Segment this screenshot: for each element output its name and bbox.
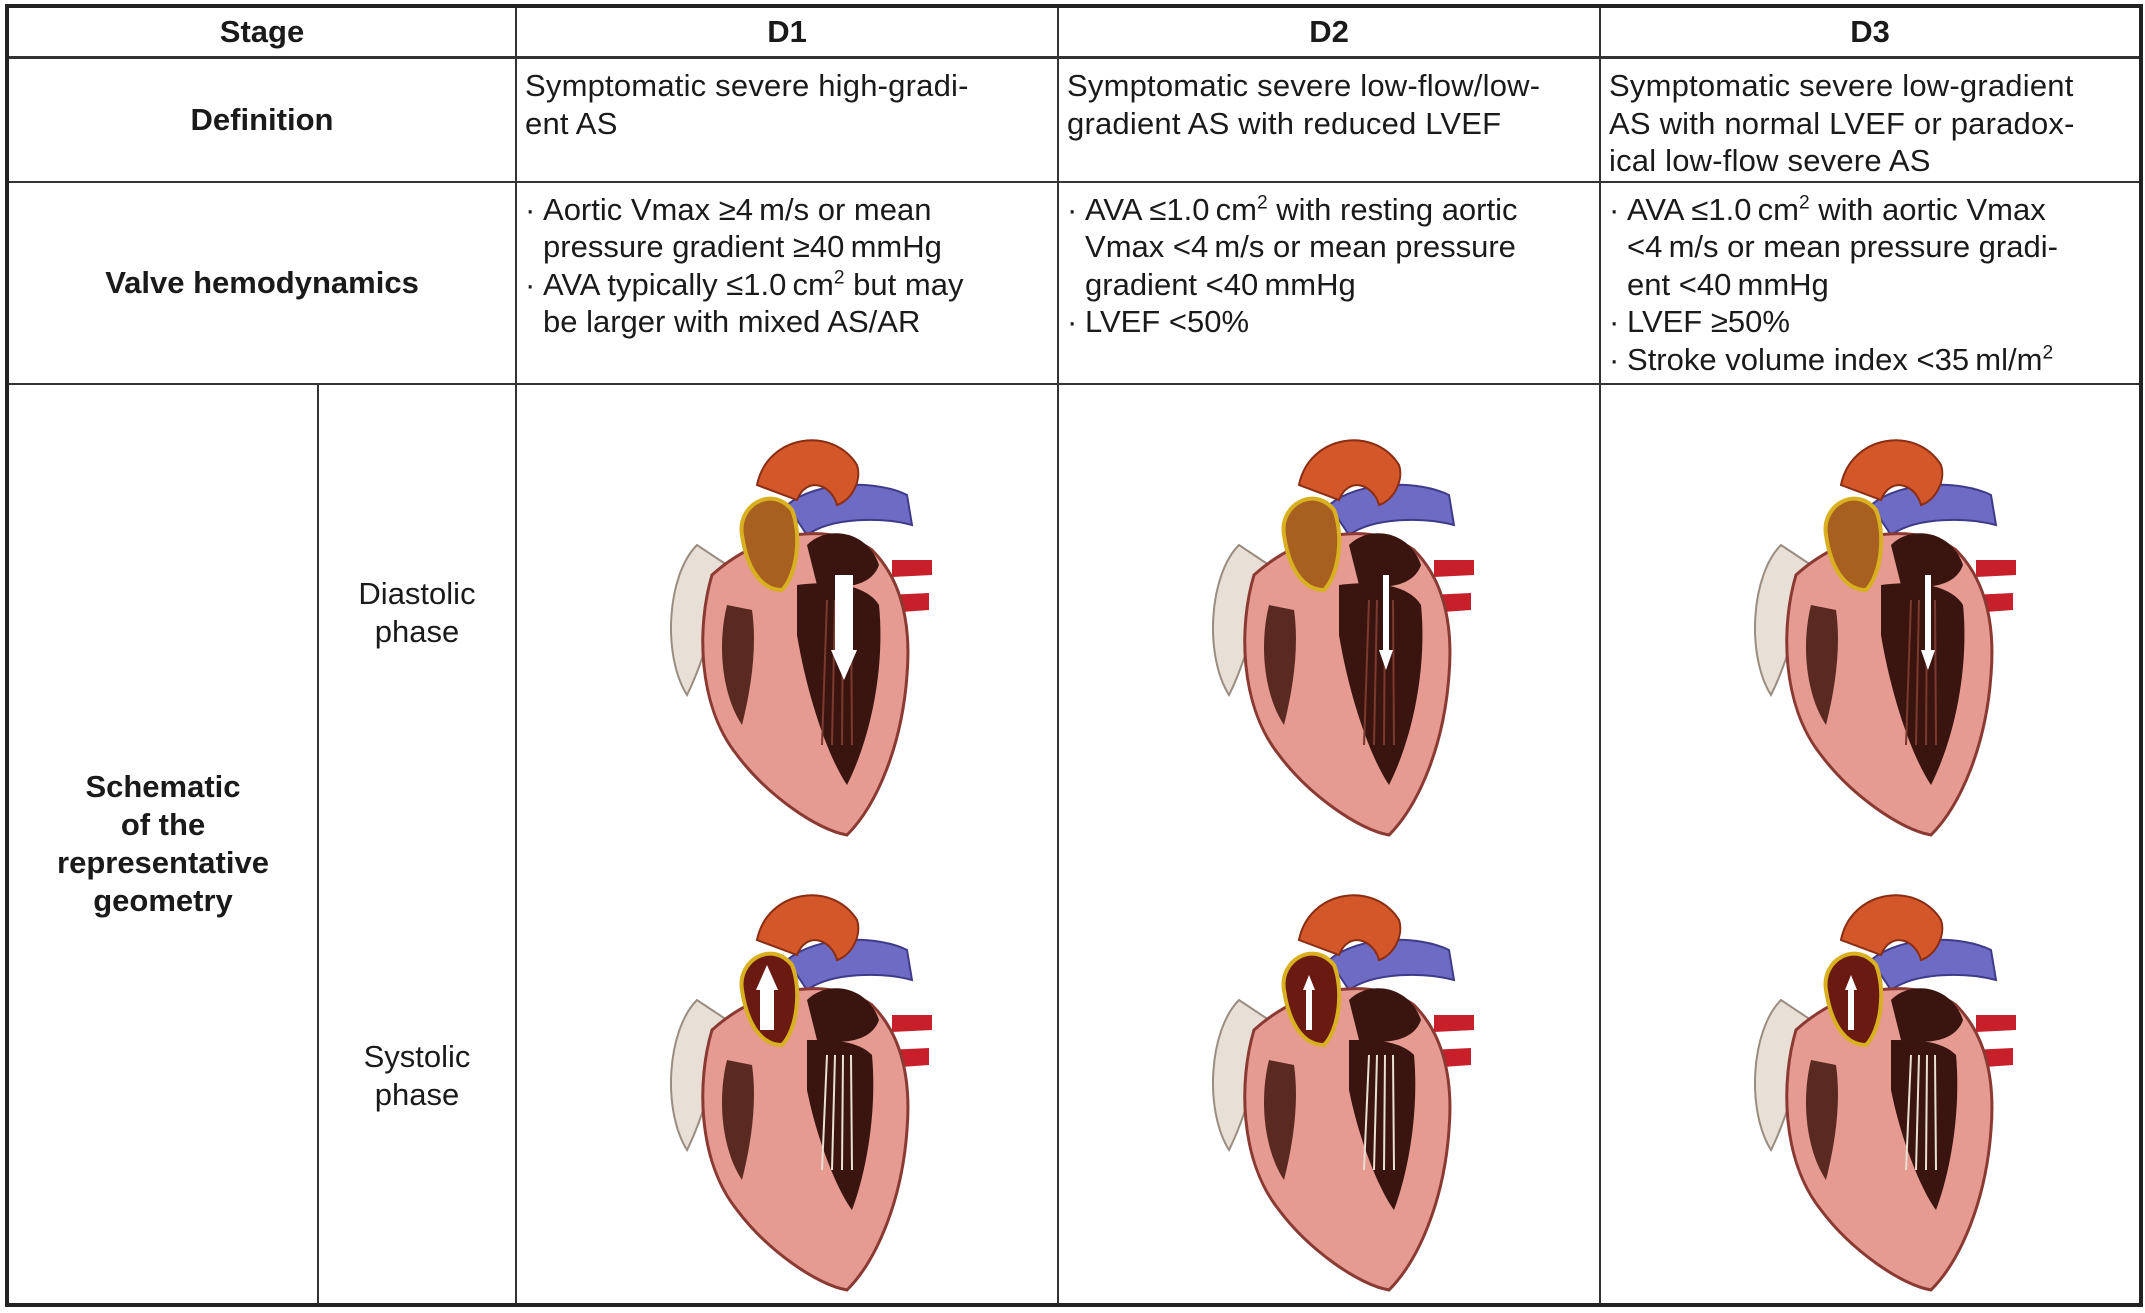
geometry-d1 [516,384,1058,1306]
hemo-d1-1-line-2: pressure gradient ≥40 mmHg [543,229,942,264]
heart-systolic-icon [1741,880,2031,1300]
chordae-tendineae [1935,1055,1936,1170]
hemo-d3-1-line-2: <4 m/s or mean pressure gradi- [1627,229,2058,264]
header-stage: Stage [7,6,516,58]
superscript-2: 2 [1798,192,1810,214]
geometry-row [7,384,2141,1306]
heart-diastolic-icon [1741,425,2031,845]
hemo-d1-2-line-2: be larger with mixed AS/AR [543,304,921,339]
definition-d2 [1058,58,1600,182]
chordae-tendineae [851,1055,852,1170]
left-atrium [1891,988,1963,1042]
systolic-phase-label: Systolic phase [363,1038,471,1112]
geometry-d3 [1600,384,2141,1306]
header-row [7,6,2141,58]
text-line: ent AS [525,105,618,141]
pulmonary-vein-upper [1434,1015,1474,1032]
definition-row [7,58,2141,182]
geometry-label-line-2: of the [120,806,206,842]
text-line: Symptomatic severe low-gradient [1609,68,2074,103]
geometry-label-line-3: representative [57,844,269,880]
bullet: · [1067,191,1078,227]
hemo-d1-2-line-1: AVA typically ≤1.0 cm [543,266,834,302]
text-line: ical low-flow severe AS [1609,143,1931,178]
geometry-label-line-4: geometry [93,882,233,918]
text-line: gradient AS with reduced LVEF [1067,105,1502,141]
heart-systolic-icon [657,880,947,1300]
chordae-tendineae [1393,600,1394,745]
hemo-d1-item-2 [525,266,1049,341]
hemo-d3-1-line-1b: with aortic Vmax [1818,191,2046,227]
text-line: Symptomatic severe low-flow/low- [1067,68,1541,103]
hemodynamics-d3 [1600,182,2141,384]
geometry-label [7,384,318,1306]
hemodynamics-d1 [516,182,1058,384]
pulmonary-vein-upper [1434,560,1474,577]
hemo-d3-item-3 [1609,341,2131,379]
chordae-tendineae [1393,1055,1394,1170]
hemo-d3-3-line-1: Stroke volume index <35 ml/m [1627,341,2043,377]
hemo-d3-item-1 [1609,191,2131,304]
hemo-d3-item-2 [1609,303,2131,341]
bullet: · [525,191,536,227]
pulmonary-vein-upper [892,1015,932,1032]
hemo-d2-item-2 [1067,303,1591,341]
hemo-d2-2-line-1: LVEF <50% [1085,304,1250,339]
phase-label-cell [318,384,516,1306]
hemo-d1-2-line-1b: but may [853,266,964,302]
bullet: · [1609,191,1620,227]
hemodynamics-label: Valve hemodynamics [7,182,516,384]
definition-d3 [1600,58,2141,182]
left-atrium [1349,988,1421,1042]
heart-diastolic-icon [657,425,947,845]
pulmonary-vein-upper [1976,1015,2016,1032]
text-line: Symptomatic severe high-gradi- [525,68,969,103]
chordae-tendineae [842,1055,843,1170]
bullet: · [1609,304,1620,339]
geometry-label-line-1: Schematic [85,768,241,804]
chordae-tendineae [1384,1055,1385,1170]
aortic-stenosis-stage-table [5,4,2143,1307]
header-d1: D1 [516,6,1058,58]
heart-diastolic-icon [1199,425,1489,845]
hemo-d1-1-line-1: Aortic Vmax ≥4 m/s or mean [543,191,932,227]
hemo-d3-1-line-3: ent <40 mmHg [1627,266,1829,302]
hemo-d1-item-1 [525,191,1049,266]
definition-d1 [516,58,1058,182]
bullet: · [525,266,536,302]
hemo-d2-1-line-1: AVA ≤1.0 cm [1085,191,1257,227]
hemo-d2-1-line-1b: with resting aortic [1276,191,1518,227]
hemo-d3-2-line-1: LVEF ≥50% [1627,304,1790,339]
superscript-2: 2 [833,267,845,289]
diastolic-phase-label: Diastolic phase [358,575,476,649]
text-line: AS with normal LVEF or paradox- [1609,105,2075,141]
pulmonary-vein-upper [892,560,932,577]
hemo-d2-item-1 [1067,191,1591,304]
bullet: · [1067,304,1078,339]
hemo-d2-1-line-2: Vmax <4 m/s or mean pressure [1085,229,1516,264]
definition-label: Definition [7,58,516,182]
chordae-tendineae [1935,600,1936,745]
header-d3: D3 [1600,6,2141,58]
left-atrium [807,988,879,1042]
pulmonary-vein-upper [1976,560,2016,577]
hemodynamics-row [7,182,2141,384]
header-d2: D2 [1058,6,1600,58]
hemo-d3-1-line-1: AVA ≤1.0 cm [1627,191,1799,227]
superscript-2: 2 [2042,342,2054,364]
bullet: · [1609,341,1620,377]
hemodynamics-d2 [1058,182,1600,384]
superscript-2: 2 [1256,192,1268,214]
chordae-tendineae [1926,1055,1927,1170]
heart-systolic-icon [1199,880,1489,1300]
hemo-d2-1-line-3: gradient <40 mmHg [1085,266,1356,302]
geometry-d2 [1058,384,1600,1306]
